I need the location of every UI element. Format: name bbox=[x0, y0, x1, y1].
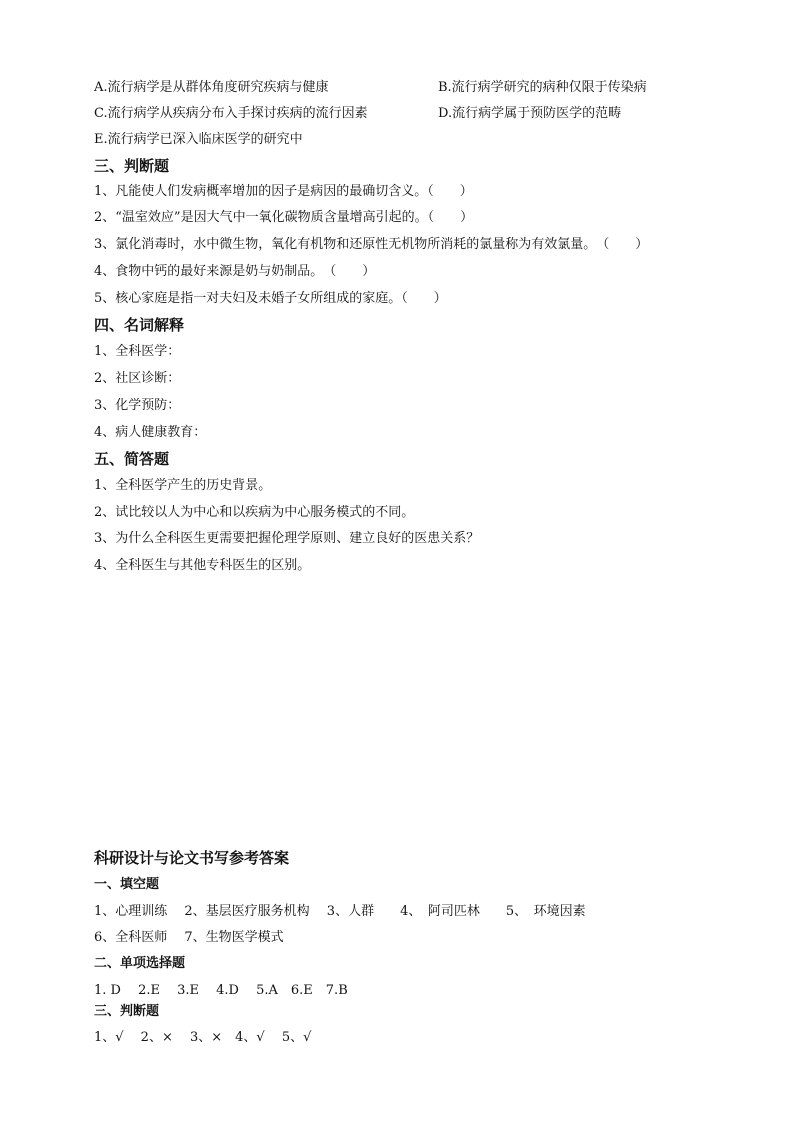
answers-fill-line: 6、全科医师 7、生物医学模式 bbox=[94, 930, 284, 945]
terms-heading: 四、名词解释 bbox=[94, 316, 185, 334]
term-item: 2、社区诊断： bbox=[94, 371, 181, 386]
judgment-item: 5、核心家庭是指一对夫妇及未婚子女所组成的家庭。（ ） bbox=[94, 291, 447, 306]
option-a: A.流行病学是从群体角度研究疾病与健康 bbox=[94, 80, 329, 95]
answers-fill-line: 1、心理训练 2、基层医疗服务机构 3、人群 4、 阿司匹林 5、 环境因素 bbox=[94, 904, 586, 919]
judgment-heading: 三、判断题 bbox=[94, 157, 170, 175]
judgment-item: 4、食物中钙的最好来源是奶与奶制品。 （ ） bbox=[94, 264, 376, 279]
judgment-item: 1、凡能使人们发病概率增加的因子是病因的最确切含义。（ ） bbox=[94, 184, 473, 199]
short-answer-item: 2、试比较以人为中心和以疾病为中心服务模式的不同。 bbox=[94, 505, 415, 520]
term-item: 3、化学预防： bbox=[94, 398, 181, 413]
answers-title: 科研设计与论文书写参考答案 bbox=[94, 849, 290, 867]
option-b: B.流行病学研究的病种仅限于传染病 bbox=[438, 80, 647, 95]
answers-fill-heading: 一、填空题 bbox=[94, 877, 160, 892]
short-answer-heading: 五、简答题 bbox=[94, 450, 170, 468]
answers-choice-line: 1. D 2.E 3.E 4.D 5.A 6.E 7.B bbox=[94, 983, 348, 998]
term-item: 1、全科医学： bbox=[94, 344, 181, 359]
judgment-item: 3、氯化消毒时，水中微生物，氧化有机物和还原性无机物所消耗的氯量称为有效氯量。 （ ） bbox=[94, 237, 649, 252]
judgment-item: 2、“温室效应”是因大气中一氧化碳物质含量增高引起的。（ ） bbox=[94, 210, 474, 225]
answers-choice-heading: 二、单项选择题 bbox=[94, 956, 186, 971]
answers-judge-line: 1、√ 2、× 3、× 4、√ 5、√ bbox=[94, 1030, 312, 1045]
option-c: C.流行病学从疾病分布入手探讨疾病的流行因素 bbox=[94, 106, 368, 121]
option-e: E.流行病学已深入临床医学的研究中 bbox=[94, 132, 303, 147]
short-answer-item: 1、全科医学产生的历史背景。 bbox=[94, 478, 272, 493]
short-answer-item: 3、为什么全科医生更需要把握伦理学原则、建立良好的医患关系？ bbox=[94, 531, 480, 546]
term-item: 4、病人健康教育： bbox=[94, 425, 207, 440]
short-answer-item: 4、全科医生与其他专科医生的区别。 bbox=[94, 558, 311, 573]
option-d: D.流行病学属于预防医学的范畴 bbox=[438, 106, 622, 121]
answers-judge-heading: 三、判断题 bbox=[94, 1004, 160, 1019]
